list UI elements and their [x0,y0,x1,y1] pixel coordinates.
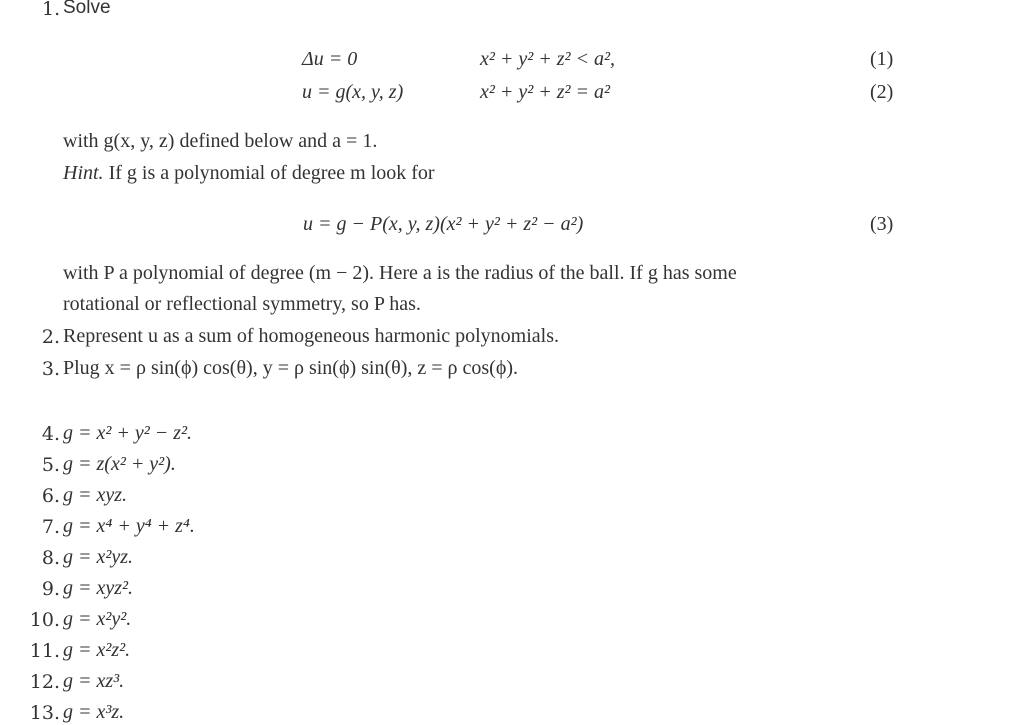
problem-2-text: Represent u as a sum of homogeneous harmonic polynomials. [63,325,560,347]
equation-3: u = g − P(x, y, z)(x² + y² + z² − a²) [303,213,584,235]
item-number: 9. [41,578,60,600]
problem-3-text: Plug x = ρ sin(ϕ) cos(θ), y = ρ sin(ϕ) sin(θ), z = ρ cos(ϕ). [63,357,519,379]
problem-formula: g = x²y². [63,608,132,630]
item-number: 7. [41,516,60,538]
equation-3-tag: (3) [870,213,894,235]
problem-formula: g = x²z². [63,639,131,661]
problem-formula: g = z(x² + y²). [63,453,176,475]
hint-label: Hint. [63,162,104,184]
hint-line [63,162,435,185]
item-number-3: 3. [41,358,60,380]
equation-1-lhs: Δu = 0 [302,48,358,70]
item-number: 8. [41,547,60,569]
equation-2-rhs: x² + y² + z² = a² [480,81,611,103]
problem-formula: g = xyz. [63,484,128,506]
hint-text: If g is a polynomial of degree m look for [103,162,435,184]
problem-formula: g = x³z. [63,701,125,723]
equation-1-rhs: x² + y² + z² < a², [480,48,616,70]
problem-formula: g = x² + y² − z². [63,422,193,444]
item-number: 6. [41,485,60,507]
item-number-2: 2. [41,326,60,348]
paragraph-line-1: with P a polynomial of degree (m − 2). Here a is the radius of the ball. If g has some [63,262,737,284]
equation-2-tag: (2) [870,81,894,103]
problem-formula: g = x²yz. [63,546,134,568]
problem-formula: g = xyz². [63,577,134,599]
equation-1-tag: (1) [870,48,894,70]
item-number-1: 1. [42,0,61,20]
item-number: 13. [29,702,60,724]
item-number: 4. [41,423,60,445]
problem-1-title: Solve [63,0,111,18]
item-number: 5. [41,454,60,476]
paragraph-line-2: rotational or reflectional symmetry, so P has. [63,293,421,315]
problem-formula: g = xz³. [63,670,125,692]
item-number: 11. [29,640,60,662]
item-number: 12. [29,671,60,693]
equation-2-lhs: u = g(x, y, z) [302,81,404,103]
item-number: 10. [29,609,60,631]
with-text: with g(x, y, z) defined below and a = 1. [63,130,378,152]
problem-formula: g = x⁴ + y⁴ + z⁴. [63,515,195,537]
